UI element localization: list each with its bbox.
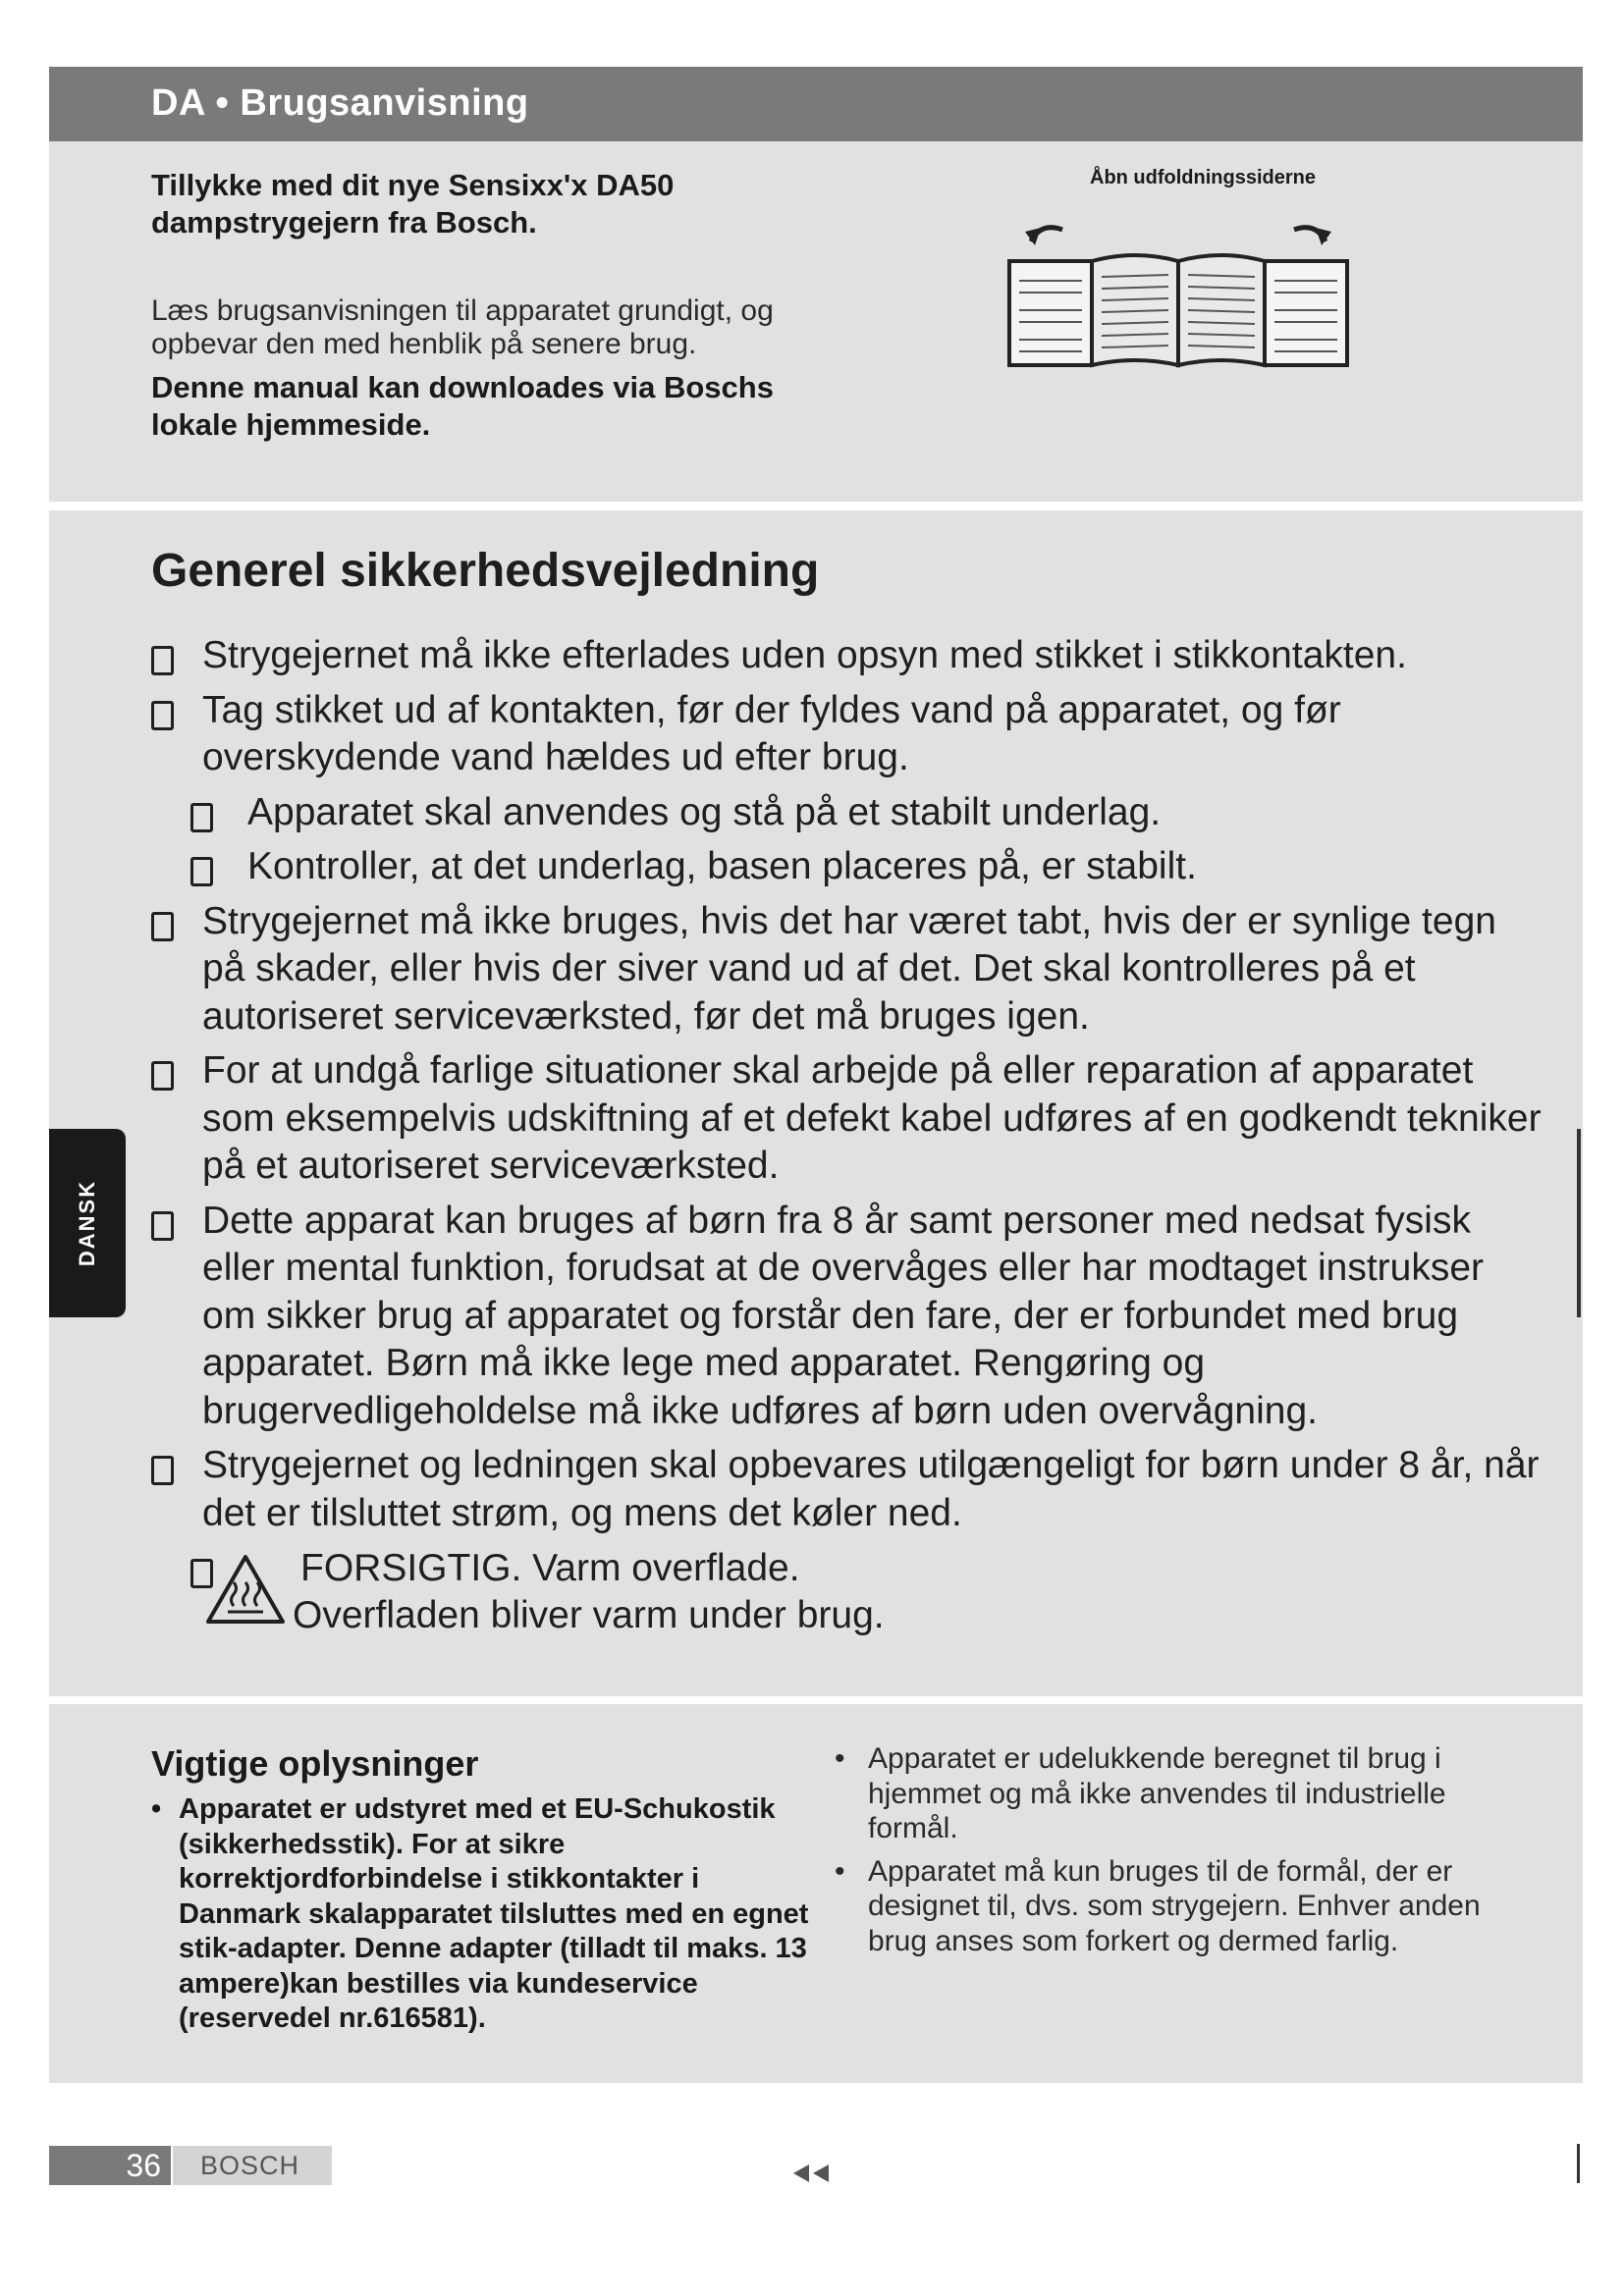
- safety-section: [49, 510, 1583, 1696]
- bullet-icon: •: [151, 1793, 162, 1825]
- language-tab-label: DANSK: [75, 1179, 99, 1267]
- checkbox-bullet-icon: [151, 912, 174, 941]
- info-left-column: [151, 1792, 829, 2037]
- fold-caption: Åbn udfoldningssiderne: [1090, 167, 1316, 188]
- safety-subitem: Apparatet skal anvendes og stå på et stabilt underlag.: [190, 789, 1545, 837]
- bullet-icon: •: [835, 1742, 845, 1775]
- checkbox-bullet-icon: [190, 857, 213, 886]
- safety-item: Dette apparat kan bruges af børn fra 8 år samt personer med nedsat fysisk eller mental funktion, forudsat at de overvåges eller har modtaget instrukser om sikker brug af apparatet og forstår den fare, der er forbundet med brug apparatet. Børn må ikke lege med apparatet. Rengøring og brugervedligeholdelse må ikke udføres af børn uden overvågning.: [151, 1198, 1545, 1436]
- safety-list: [151, 632, 1545, 1643]
- safety-title: Generel sikkerhedsvejledning: [151, 545, 820, 597]
- caution-line-1: FORSIGTIG. Varm overflade.: [300, 1547, 800, 1589]
- safety-subitem: Kontroller, at det underlag, basen placeres på, er stabilt.: [190, 843, 1545, 891]
- brand-label: BOSCH: [200, 2151, 300, 2180]
- page-number: 36: [126, 2148, 161, 2183]
- info-list-item: • Apparatet er udstyret med et EU-Schukostik (sikkerhedsstik). For at sikre korrektjordforbindelse i stikkontakter i Danmark skalapparatet tilsluttes med en egnet stik-adapter. Denne adapter (tilladt til maks. 13 ampere)kan bestilles via kundeservice (reservedel nr.616581).: [151, 1793, 809, 2034]
- info-list-item: • Apparatet må kun bruges til de formål, der er designet til, dvs. som strygejern. Enhver anden brug anses som forkert og dermed farlig.: [835, 1854, 1481, 1957]
- bullet-icon: •: [835, 1854, 845, 1888]
- intro-read-text: Læs brugsanvisningen til apparatet grundigt, og opbevar den med henblik på senere brug.: [151, 294, 774, 360]
- safety-item: For at undgå farlige situationer skal arbejde på eller reparation af apparatet som eksempelvis udskiftning af et defekt kabel udføres af en godkendt tekniker på et autoriseret serviceværksted.: [151, 1047, 1545, 1191]
- hot-surface-warning-icon: [204, 1551, 287, 1628]
- intro-heading: Tillykke med dit nye Sensixx'x DA50 dampstrygejern fra Bosch.: [151, 168, 675, 240]
- info-right-column: [835, 1741, 1522, 1966]
- safety-item: Strygejernet og ledningen skal opbevares utilgængeligt for børn under 8 år, når det er tilsluttet strøm, og mens det køler ned.: [151, 1442, 1545, 1537]
- checkbox-bullet-icon: [151, 701, 174, 730]
- intro-download-text: Denne manual kan downloades via Boschs lokale hjemmeside.: [151, 370, 774, 442]
- bottom-edge-marker: [1577, 2144, 1580, 2183]
- foldout-pages-icon: [990, 198, 1367, 371]
- checkbox-bullet-icon: [190, 803, 213, 832]
- important-info-section: [49, 1704, 1583, 2083]
- checkbox-bullet-icon: [151, 1456, 174, 1485]
- caution-line-2: Overfladen bliver varm under brug.: [293, 1594, 885, 1636]
- right-edge-marker: [1577, 1129, 1581, 1317]
- safety-item: Tag stikket ud af kontakten, før der fyldes vand på apparatet, og før overskydende vand hældes ud efter brug.: [151, 687, 1545, 782]
- checkbox-bullet-icon: [151, 1061, 174, 1091]
- safety-item: Strygejernet må ikke bruges, hvis det har været tabt, hvis der er synlige tegn på skader, eller hvis der siver vand ud af det. Det skal kontrolleres på et autoriseret serviceværksted, før det må bruges igen.: [151, 898, 1545, 1041]
- checkbox-bullet-icon: [151, 1211, 174, 1241]
- header-title: DA • Brugsanvisning: [151, 82, 529, 124]
- checkbox-bullet-icon: [151, 646, 174, 675]
- header-bar: [49, 67, 1583, 141]
- intro-section: [49, 141, 1583, 502]
- caution-hot-surface: [190, 1545, 1545, 1643]
- info-list-item: • Apparatet er udelukkende beregnet til brug i hjemmet og må ikke anvendes til industrielle formål.: [835, 1742, 1446, 1844]
- previous-page-icon[interactable]: [791, 2162, 833, 2185]
- info-title: Vigtige oplysninger: [151, 1743, 479, 1784]
- safety-item: Strygejernet må ikke efterlades uden opsyn med stikket i stikkontakten.: [151, 632, 1545, 680]
